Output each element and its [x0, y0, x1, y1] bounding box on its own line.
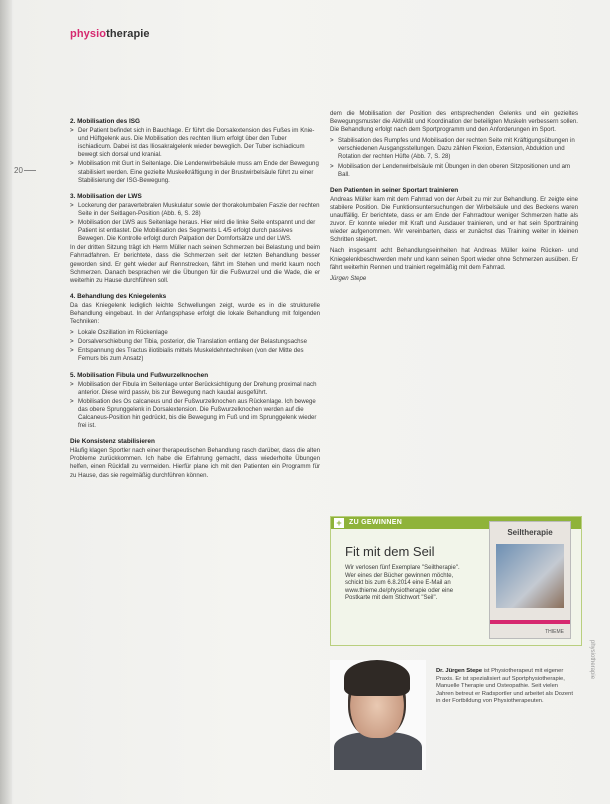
bullet-item: > Entspannung des Tractus iliotibialis mittels Muskeldehntechniken (von der Mitte des Femurs bis zum Ansatz): [78, 347, 320, 363]
page-gutter-shadow: [0, 0, 12, 804]
section-heading: Die Konsistenz stabilisieren: [70, 438, 155, 446]
book-cover-image: [489, 521, 571, 639]
giveaway-heading: ZU GEWINNEN: [349, 519, 403, 526]
body-paragraph: Da das Kniegelenk lediglich leichte Schwellungen zeigt, wurde es in die strukturelle Behandlung eingebaut. In der Anfangsphase erfolgt die lokale Behandlung mit folgenden Techniken:: [70, 301, 320, 326]
magazine-brand: [70, 28, 150, 40]
section-heading: Den Patienten in seiner Sportart trainieren: [330, 186, 459, 194]
bullet-item: > Stabilisation des Rumpfes und Mobilisation der rechten Seite mit Kräftigungsübungen in verschiedenen Ausgangsstellungen. Dazu zählen Flexion, Extension, Abduktion und Rotation der rechten Hüfte (Abb. 7, S. 28): [338, 137, 578, 161]
bullet-item: > Der Patient befindet sich in Bauchlage. Er führt die Dorsalextension des Fußes im Knie- und Hüftgelenk aus. Die Mobilisation des rechten Ilium erfolgt über den Tuber ischiadicum. Dabei ist das Iliosakralgelenk wieder beweglich. Der Tuber ischiadicum bewegt sich dorsal und kranial.: [78, 127, 320, 159]
author-bio: [436, 668, 576, 706]
section-heading: 4. Behandlung des Kniegelenks: [70, 292, 167, 300]
bullet-item: > Dorsalverschiebung der Tibia, posterior, die Translation entlang der Belastungsachse: [78, 338, 320, 346]
book-cover-stripe: [490, 620, 570, 624]
bullet-list: [70, 329, 320, 363]
author-hair: [344, 660, 410, 696]
book-cover-photo: [496, 544, 564, 608]
section-heading: 5. Mobilisation Fibula und Fußwurzelknochen: [70, 371, 209, 379]
plus-icon: +: [334, 518, 344, 528]
left-text-column: [70, 110, 320, 483]
giveaway-title: Fit mit dem Seil: [345, 544, 435, 559]
section-heading: 2. Mobilisation des ISG: [70, 118, 140, 125]
bullet-item: > Mobilisation mit Gurt in Seitenlage. Die Lendenwirbelsäule muss am Ende der Bewegung stabilisiert werden. Eine gezielte Muskelkräftigung in der Brustwirbelsäule führt zu einer Stabilisierung der ISG-Bewegung.: [78, 160, 320, 184]
giveaway-box: [330, 516, 582, 646]
bullet-item: > Mobilisation des Os calcaneus und der Fußwurzelknochen aus Rückenlage. Ich bewege das obere Sprunggelenk in Dorsalextension. Die Fußwurzelknochen werden auf die Calcaneus-Position hin gedrückt, bis die Bewegung im Fuß und im Sprunggelenk wieder frei ist.: [78, 398, 320, 430]
body-paragraph: Nach insgesamt acht Behandlungseinheiten hat Andreas Müller keine Rücken- und Kniegelenkbeschwerden mehr und kann seinen Sport wieder ohne Schmerzen ausüben. Er fährt weiterhin Rennen und trainiert regelmäßig mit dem Fahrrad.: [330, 247, 578, 271]
bullet-item: > Mobilisation der Fibula im Seitenlage unter Berücksichtigung der Drehung proximal nach anterior. Diese wird passiv, bis zur Bewegung nach kaudal ausgeführt.: [78, 381, 320, 397]
body-paragraph: Häufig klagen Sportler nach einer therapeutischen Behandlung rasch darüber, dass die alten Probleme zurückkommen. Ich habe die Erfahrung gemacht, dass wiederholte Übungen helfen, einen Rückfall zu vermeiden. Hierfür plane ich mit den Patienten ein Programm für zu Hause, das sie regelmäßig durchführen können.: [70, 447, 320, 479]
bullet-item: > Lockerung der paravertebralen Muskulatur sowie der thorakolumbalen Faszie der rechten Seite in der Seitlagen-Position (Abb. 6, S. 28): [78, 202, 320, 218]
book-title: Seiltherapie: [507, 528, 553, 537]
brand-part-therapie: therapie: [106, 28, 150, 40]
author-bio-text: ist Physiotherapeut mit eigener Praxis. Er ist spezialisiert auf Sportphysiotherapie, Manuelle Therapie und Osteopathie. Seit vielen Jahren betreut er Radsportler und arbeitet als Dozent in der Fortbildung von Physiotherapeuten.: [436, 668, 573, 705]
bullet-list: [70, 381, 320, 431]
bullet-item: > Mobilisation der Lendenwirbelsäule mit Übungen in den oberen Sitzpositionen und am Ball.: [338, 163, 578, 179]
section-heading: 3. Mobilisation der LWS: [70, 192, 142, 200]
page-number: 20: [14, 166, 23, 175]
author-signature: Jürgen Stepe: [330, 274, 367, 282]
body-paragraph: Andreas Müller kam mit dem Fahrrad von der Arbeit zu mir zur Behandlung. Er zeigte eine stabilere Position. Die Funktionsuntersuchungen der Wirbelsäule und des Beckens waren unauffällig. Er berichtete, dass er am Ende der Fahrradtour weniger Schmerzen hatte als zuvor. Er konnte wieder mit Kraft und Ausdauer trainieren, und er hat sein Sporttraining wieder aufgenommen. Wir vereinbarten, dass er zunächst das Training weiter in kleinen Schritten steigert.: [330, 195, 578, 244]
bullet-item: > Mobilisation der LWS aus Seitenlage heraus. Hier wird die linke Seite entspannt und der Patient ist entlastet. Die Mobilisation des Segments L 4/5 erfolgt durch passives Bewegen. Die Kontrolle erfolgt durch Palpation der Dornfortsätze und der LWS.: [78, 219, 320, 243]
brand-part-physio: physio: [70, 28, 107, 40]
body-paragraph: In der dritten Sitzung trägt ich Herrn Müller nach seinen Schmerzen bei Belastung und beim Fahrradfahren. Er berichtete, dass die Schmerzen seit der letzten Behandlung besser geworden sind. Er geht wieder auf Rennstrecken, fährt im Stehen und merkt kaum noch Schmerzen. Danach besprachen wir die Übungen für die Fußwurzel und die Wade, die er weiterhin zu Hause durchführen soll.: [70, 244, 320, 284]
bullet-list: [70, 127, 320, 185]
author-name: Dr. Jürgen Stepe: [436, 668, 483, 674]
right-text-column: [330, 110, 578, 286]
side-running-text: physiotherapie: [589, 640, 595, 680]
book-publisher-logo: THIEME: [545, 629, 564, 635]
bullet-list: [330, 137, 578, 178]
bullet-list: [70, 202, 320, 243]
page-tick-mark: [24, 170, 36, 171]
giveaway-text: Wir verlosen fünf Exemplare "Seiltherapie". Wer eines der Bücher gewinnen möchte, schickt bis zum 6.8.2014 eine E-Mail an www.thieme.de/physiotherapie oder eine Postkarte mit dem Stichwort "Seil".: [345, 565, 460, 602]
bullet-item: > Lokale Oszillation im Rückenlage: [78, 329, 320, 337]
author-photo: [330, 660, 426, 770]
body-paragraph: dem die Mobilisation der Position des entsprechenden Gelenks und ein gezieltes Bewegungsmuster die Aktivität und Koordination der beteiligten Muskeln verbessern sollen. Die Behandlung erfolgt nach dem Sportprogramm und den Anforderungen im Sport.: [330, 110, 578, 134]
